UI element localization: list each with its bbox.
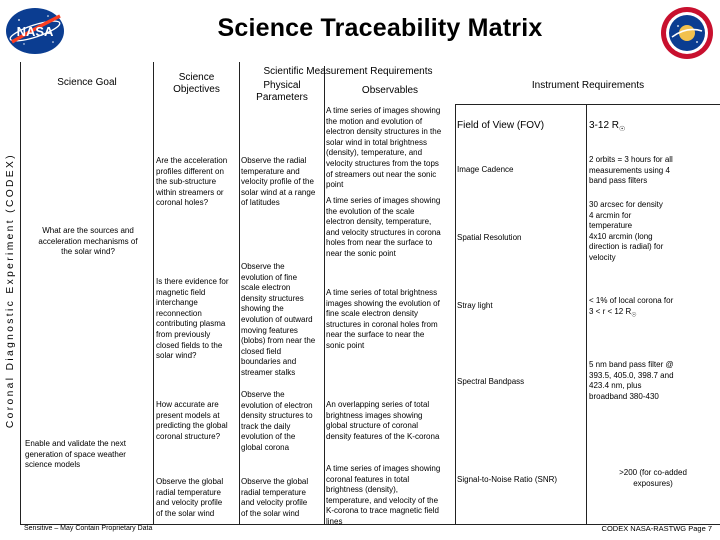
header-smr: Scientific Measurement Requirements xyxy=(263,66,433,77)
objective-4: Observe the global radial temperature and velocity profile of the solar wind xyxy=(156,477,224,518)
sun-symbol-subscript: ☉ xyxy=(631,312,637,319)
instrument-value xyxy=(589,120,717,136)
observable-5: A time series of images showing coronal features in total brightness (density), temperature, and velocity of the K-corona to trace magnetic field lines xyxy=(326,464,441,526)
footer-page-label: CODEX NASA-RASTWG Page 7 xyxy=(601,524,712,533)
instrument-name: Signal-to-Noise Ratio (SNR) xyxy=(457,475,558,484)
physical-parameter-4: Observe the global radial temperature and velocity profile of the solar wind xyxy=(241,477,309,518)
mission-seal-logo xyxy=(660,6,714,60)
observable-4: An overlapping series of total brightness images showing global structure of coronal density features of the K-corona xyxy=(326,400,440,441)
observable-3: A time series of total brightness images showing the evolution of fine scale electron density structures in coronal holes from near the surface to near the sonic point xyxy=(326,288,440,350)
objective-1: Are the acceleration profiles different on the sub-structure within streamers or coronal holes? xyxy=(156,156,228,208)
nasa-logo xyxy=(4,6,66,56)
header-observables: Observables xyxy=(361,85,419,96)
physical-parameter-1: Observe the radial temperature and velocity profile of the solar wind at a range of latitudes xyxy=(241,156,316,208)
header-science-objectives: Science Objectives xyxy=(173,72,220,95)
physical-parameter-3: Observe the evolution of electron density structures to track the daily evolution of the global corona xyxy=(241,390,313,452)
header-instrument-requirements: Instrument Requirements xyxy=(531,80,645,91)
sidebar-text: Coronal Diagnostic Experiment (CODEX) xyxy=(4,153,16,429)
instrument-value: 30 arcsec for density 4 arcmin for temperature 4x10 arcmin (long direction is radial) for velocity xyxy=(589,200,664,262)
instrument-name: Spatial Resolution xyxy=(457,233,522,242)
observable-2: A time series of images showing the evolution of the scale electron density, temperature, and velocity structures in corona holes from near the surface to near the sonic point xyxy=(326,196,441,258)
instrument-value: 5 nm band pass filter @ 393.5, 405.0, 398.7 and 423.4 nm, plus broadband 380-430 xyxy=(589,360,674,401)
table-rule xyxy=(20,62,21,524)
header-physical-parameters: Physical Parameters xyxy=(256,80,308,103)
instrument-name: Spectral Bandpass xyxy=(457,377,525,386)
instrument-value xyxy=(589,296,717,321)
footer-proprietary-note: Sensitive – May Contain Proprietary Data xyxy=(24,525,153,532)
instrument-value: >200 (for co-added exposures) xyxy=(619,468,687,488)
page-title: Science Traceability Matrix xyxy=(217,14,543,42)
instrument-name: Image Cadence xyxy=(457,165,514,174)
instrument-value-text: 3-12 R xyxy=(589,120,620,131)
observable-1: A time series of images showing the motion and evolution of electron density structures in the solar wind in total brightness (density), temperature, and velocity structures from the tops of streamers out near the sonic point xyxy=(326,106,442,190)
objective-2: Is there evidence for magnetic field interchange reconnection contributing plasma from previously closed fields to the solar wind? xyxy=(156,277,229,361)
instrument-value-text: < 1% of local corona for 3 < r < 12 R xyxy=(589,296,674,316)
science-goal-2: Enable and validate the next generation of space weather science models xyxy=(25,439,126,470)
sun-symbol-subscript: ☉ xyxy=(619,126,626,133)
objective-3: How accurate are present models at predicting the global coronal structure? xyxy=(156,400,228,441)
instrument-value: 2 orbits = 3 hours for all measurements using 4 band pass filters xyxy=(589,155,673,186)
instrument-name: Field of View (FOV) xyxy=(457,120,545,131)
science-goal-1: What are the sources and acceleration mechanisms of the solar wind? xyxy=(38,226,138,257)
physical-parameter-2: Observe the evolution of fine scale electron density structures showing the evolution of outward moving features (blobs) from near the closed field boundaries and streamer stalks xyxy=(241,262,316,377)
table-rule xyxy=(586,104,587,524)
table-rule xyxy=(153,62,154,524)
nasa-wordmark: NASA xyxy=(16,24,54,39)
header-science-goal: Science Goal xyxy=(57,77,117,88)
table-rule xyxy=(455,104,720,105)
instrument-name: Stray light xyxy=(457,301,493,310)
sidebar-mission-name xyxy=(0,66,20,516)
